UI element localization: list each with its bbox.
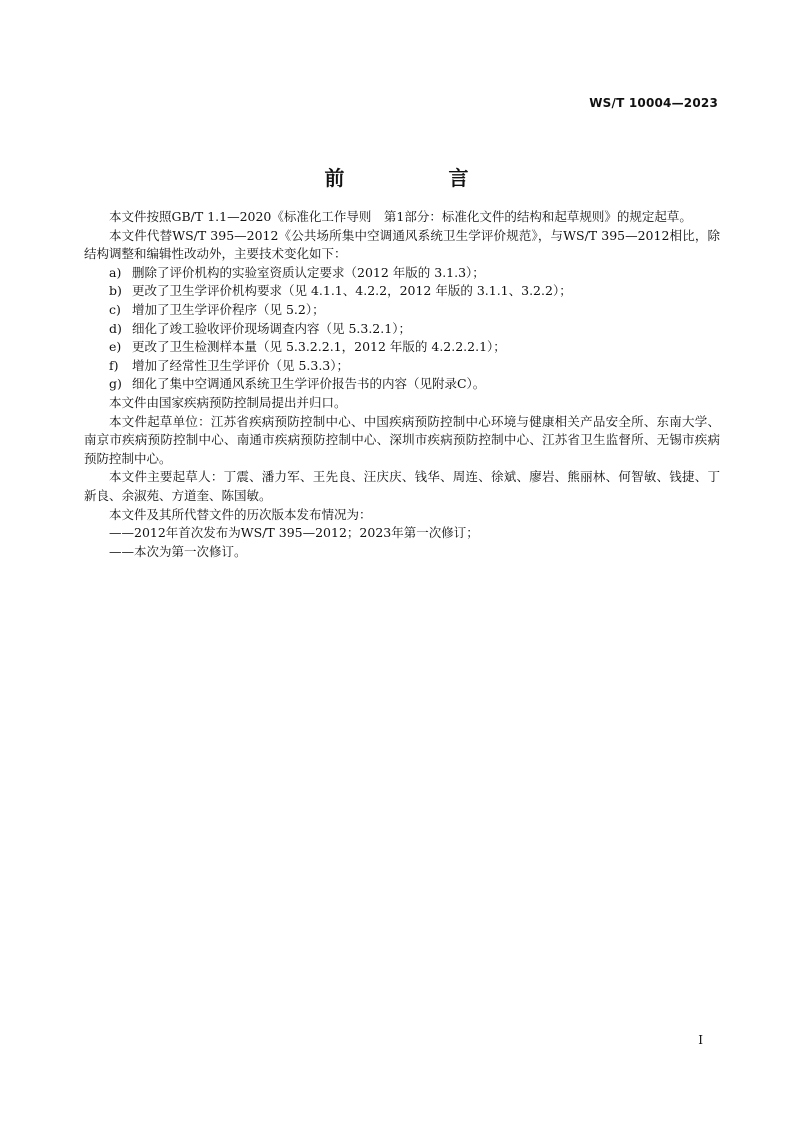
list-item [84, 320, 720, 339]
list-item-text: 更改了卫生检测样本量（见 5.3.2.2.1，2012 年版的 4.2.2.2.1）； [131, 339, 506, 355]
list-item-text: 删除了评价机构的实验室资质认定要求（2012 年版的 3.1.3）； [131, 264, 485, 280]
paragraph-drafters: 本文件主要起草人：丁震、潘力军、王先良、汪庆庆、钱华、周连、徐斌、廖岩、熊丽林、何智敏、钱捷、丁新良、余淑苑、方道奎、陈国敏。 [84, 469, 720, 503]
list-item [84, 357, 720, 376]
history-list [84, 524, 720, 561]
list-item-label: d) [109, 320, 122, 336]
paragraph-drafting-units: 本文件起草单位：江苏省疾病预防控制中心、中国疾病预防控制中心环境与健康相关产品安全所、东南大学、南京市疾病预防控制中心、南通市疾病预防控制中心、深圳市疾病预防控制中心、江苏省卫生监督所、无锡市疾病预防控制中心。 [84, 413, 720, 466]
paragraph-replacement: 本文件代替WS/T 395—2012《公共场所集中空调通风系统卫生学评价规范》，与WS/T 395—2012相比，除结构调整和编辑性改动外，主要技术变化如下： [84, 227, 720, 262]
list-item-text: 细化了集中空调通风系统卫生学评价报告书的内容（见附录C）。 [131, 376, 486, 392]
list-item [84, 301, 720, 320]
list-item-text: 更改了卫生学评价机构要求（见 4.1.1、4.2.2，2012 年版的 3.1.1、3.2.2）； [131, 283, 572, 299]
paragraph-drafting-basis: 本文件按照GB/T 1.1—2020《标准化工作导则 第1部分：标准化文件的结构和起草规则》的规定起草。 [109, 209, 692, 224]
list-item [84, 375, 720, 394]
document-code: WS/T 10004—2023 [589, 96, 718, 110]
list-item-label: f) [109, 357, 119, 373]
list-item-label: b) [109, 283, 122, 299]
list-item-text: 增加了卫生学评价程序（见 5.2）； [131, 301, 325, 317]
page-number: I [698, 1033, 703, 1047]
page-title: 前 言 [324, 166, 511, 190]
list-item-label: c) [109, 301, 121, 317]
list-item-label: g) [109, 376, 122, 392]
paragraph-history-intro: 本文件及其所代替文件的历次版本发布情况为： [109, 506, 372, 522]
history-item: ——2012年首次发布为WS/T 395—2012；2023年第一次修订； [109, 525, 479, 541]
change-list [84, 264, 720, 394]
list-item [84, 282, 720, 301]
document-body [84, 208, 720, 561]
list-item [84, 338, 720, 357]
list-item-label: e) [109, 339, 122, 355]
list-item-label: a) [109, 264, 122, 280]
list-item-text: 细化了竣工验收评价现场调查内容（见 5.3.2.1）； [131, 320, 411, 336]
paragraph-proposer: 本文件由国家疾病预防控制局提出并归口。 [109, 394, 347, 410]
list-item [84, 264, 720, 283]
history-item: ——本次为第一次修订。 [109, 543, 247, 559]
list-item-text: 增加了经常性卫生学评价（见 5.3.3）； [131, 357, 350, 373]
